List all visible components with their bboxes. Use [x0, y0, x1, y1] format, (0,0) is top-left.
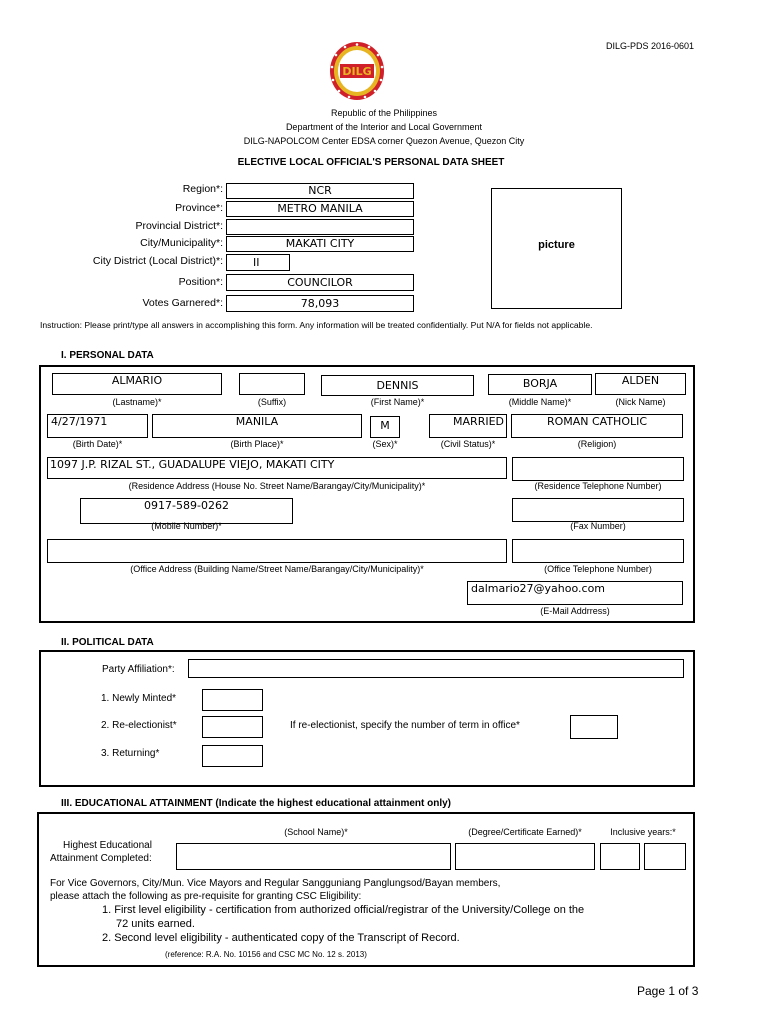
office-address-field[interactable] — [47, 539, 507, 563]
nickname-label: (Nick Name) — [615, 397, 666, 407]
document-code: DILG-PDS 2016-0601 — [606, 41, 695, 51]
votes-label: Votes Garnered*: — [142, 297, 223, 309]
religion-field[interactable]: ROMAN CATHOLIC — [511, 414, 683, 438]
reference-note: (reference: R.A. No. 10156 and CSC MC No. 12 s. 2013) — [165, 950, 367, 959]
nickname-field[interactable]: ALDEN — [595, 373, 686, 395]
political-data-heading: II. POLITICAL DATA — [61, 637, 154, 648]
form-title: ELECTIVE LOCAL OFFICIAL'S PERSONAL DATA SHEET — [237, 157, 505, 168]
email-label: (E-Mail Addrress) — [540, 606, 610, 616]
term-count-box[interactable] — [570, 715, 618, 739]
fax-number-label: (Fax Number) — [570, 521, 626, 531]
birthplace-field[interactable]: MANILA — [152, 414, 362, 438]
education-heading: III. EDUCATIONAL ATTAINMENT (Indicate the highest educational attainment only) — [61, 798, 452, 809]
suffix-label: (Suffix) — [257, 397, 287, 407]
eligibility-note-2: please attach the following as pre-requisite for granting CSC Eligibility: — [50, 891, 362, 902]
returning-label: 3. Returning* — [101, 748, 160, 759]
sex-field[interactable]: M — [370, 416, 400, 438]
city-district-field[interactable]: II — [226, 254, 290, 271]
region-field[interactable]: NCR — [226, 183, 414, 199]
residence-telephone-label: (Residence Telephone Number) — [534, 481, 662, 491]
residence-address-label: (Residence Address (House No. Street Name/Barangay/City/Municipality)* — [128, 481, 426, 491]
header-line-2: Department of the Interior and Local Government — [285, 122, 483, 132]
email-field[interactable]: dalmario27@yahoo.com — [467, 581, 683, 605]
header-line-3: DILG-NAPOLCOM Center EDSA corner Quezon Avenue, Quezon City — [243, 136, 525, 146]
birthdate-field[interactable]: 4/27/1971 — [47, 414, 148, 438]
province-field[interactable]: METRO MANILA — [226, 201, 414, 217]
city-district-label: City District (Local District)*: — [92, 255, 223, 267]
eligibility-note-1: For Vice Governors, City/Mun. Vice Mayors and Regular Sangguniang Panglungsod/Bayan members, — [50, 878, 501, 889]
residence-address-field[interactable]: 1097 J.P. RIZAL ST., GUADALUPE VIEJO, MAKATI CITY — [47, 457, 507, 479]
re-electionist-box[interactable] — [202, 716, 263, 738]
position-field[interactable]: COUNCILOR — [226, 274, 414, 291]
region-label: Region*: — [182, 183, 223, 195]
header-line-1: Republic of the Philippines — [330, 108, 438, 118]
suffix-field[interactable] — [239, 373, 305, 395]
office-address-label: (Office Address (Building Name/Street Name/Barangay/City/Municipality)* — [130, 564, 424, 574]
civil-status-label: (Civil Status)* — [440, 439, 496, 449]
dilg-logo — [328, 40, 386, 102]
city-field[interactable]: MAKATI CITY — [226, 236, 414, 252]
party-affiliation-label: Party Affiliation*: — [102, 664, 175, 675]
term-count-label: If re-electionist, specify the number of term in office* — [290, 720, 520, 731]
year-to-field[interactable] — [644, 843, 686, 870]
picture-box[interactable] — [491, 188, 622, 309]
birthdate-label: (Birth Date)* — [72, 439, 123, 449]
firstname-label: (First Name)* — [370, 397, 425, 407]
fax-number-field[interactable] — [512, 498, 684, 522]
instruction-text: Instruction: Please print/type all answers in accomplishing this form. Any information will be treated confidentially. Put N/A for fields not applicable. — [40, 320, 593, 330]
degree-field[interactable] — [455, 843, 595, 870]
year-from-field[interactable] — [600, 843, 640, 870]
eligibility-item-1a: 1. First level eligibility - certification from authorized official/registrar of the University/College on the — [102, 904, 585, 916]
eligibility-item-2: 2. Second level eligibility - authenticated copy of the Transcript of Record. — [102, 932, 460, 944]
province-label: Province*: — [175, 202, 223, 214]
personal-data-heading: I. PERSONAL DATA — [61, 350, 154, 361]
provincial-district-field[interactable] — [226, 219, 414, 235]
votes-field[interactable]: 78,093 — [226, 295, 414, 312]
firstname-field[interactable]: DENNIS — [321, 375, 474, 396]
picture-label: picture — [538, 239, 575, 251]
newly-minted-box[interactable] — [202, 689, 263, 711]
middlename-field[interactable]: BORJA — [488, 374, 592, 395]
lastname-field[interactable]: ALMARIO — [52, 373, 222, 395]
newly-minted-label: 1. Newly Minted* — [101, 693, 177, 704]
page-number: Page 1 of 3 — [637, 984, 699, 998]
middlename-label: (Middle Name)* — [508, 397, 572, 407]
position-label: Position*: — [178, 276, 223, 288]
mobile-number-field[interactable]: 0917-589-0262 — [80, 498, 293, 524]
inclusive-years-label: Inclusive years:* — [610, 827, 676, 837]
office-telephone-field[interactable] — [512, 539, 684, 563]
city-label: City/Municipality*: — [140, 237, 223, 249]
mobile-number-label: (Mobile Number)* — [151, 521, 222, 531]
returning-box[interactable] — [202, 745, 263, 767]
provincial-district-label: Provincial District*: — [135, 220, 223, 232]
office-telephone-label: (Office Telephone Number) — [544, 564, 652, 574]
party-affiliation-field[interactable] — [188, 659, 684, 678]
birthplace-label: (Birth Place)* — [230, 439, 284, 449]
svg-text:DILG: DILG — [342, 65, 372, 78]
highest-education-label-1: Highest Educational — [63, 840, 152, 851]
eligibility-item-1b: 72 units earned. — [116, 918, 195, 930]
highest-education-label-2: Attainment Completed: — [50, 853, 152, 864]
lastname-label: (Lastname)* — [112, 397, 162, 407]
civil-status-field[interactable]: MARRIED — [429, 414, 507, 438]
sex-label: (Sex)* — [372, 439, 398, 449]
degree-label: (Degree/Certificate Earned)* — [468, 827, 582, 837]
religion-label: (Religion) — [577, 439, 617, 449]
school-name-label: (School Name)* — [284, 827, 348, 837]
re-electionist-label: 2. Re-electionist* — [101, 720, 177, 731]
school-name-field[interactable] — [176, 843, 451, 870]
residence-telephone-field[interactable] — [512, 457, 684, 481]
